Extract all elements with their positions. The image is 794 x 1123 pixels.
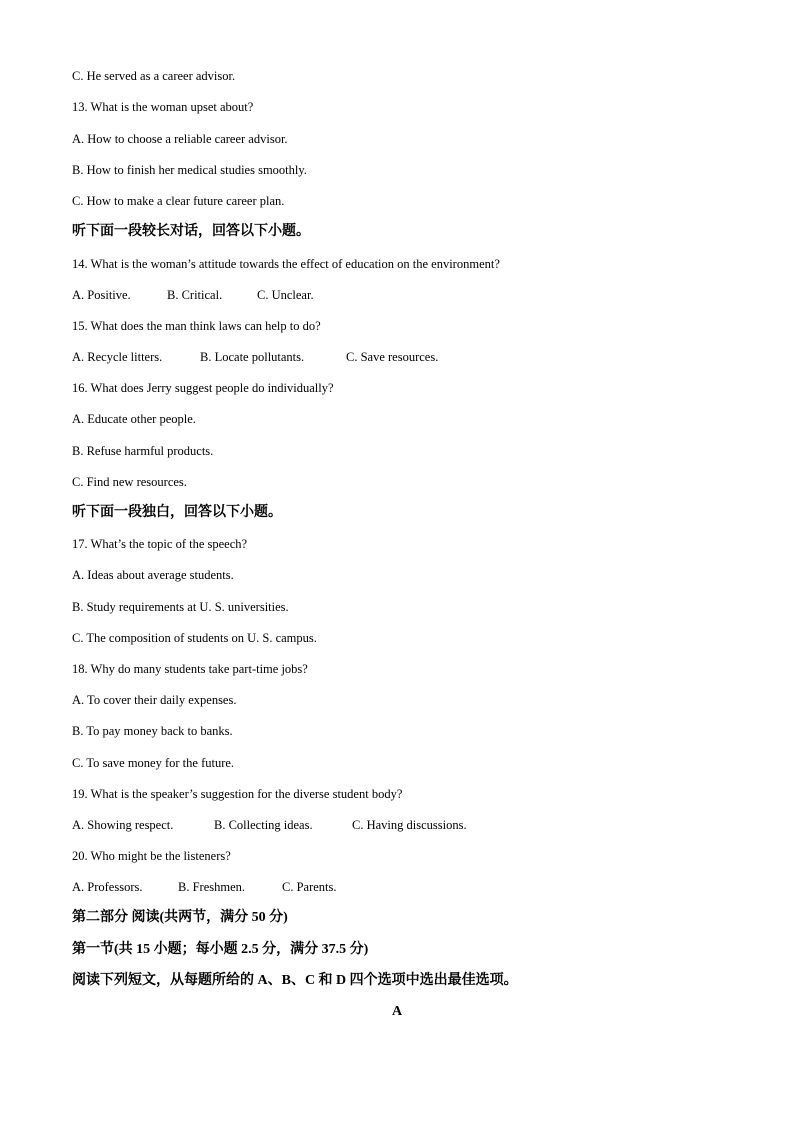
q12-option-c: C. He served as a career advisor. (72, 69, 236, 83)
dialogue-instruction: 听下面一段较长对话，回答以下小题。 (72, 224, 310, 239)
q16-option-b: B. Refuse harmful products. (72, 444, 214, 458)
q19-option-c: C. Having discussions. (352, 818, 467, 832)
q14-option-c: C. Unclear. (257, 288, 314, 302)
q17-question: 17. What’s the topic of the speech? (72, 537, 248, 551)
q13-option-c: C. How to make a clear future career plan. (72, 194, 285, 208)
q17-option-a: A. Ideas about average students. (72, 568, 234, 582)
q18-question: 18. Why do many students take part-time jobs? (72, 662, 308, 676)
q19-option-a: A. Showing respect. (72, 818, 174, 832)
reading-instruction: 阅读下列短文，从每题所给的 A、B、C 和 D 四个选项中选出最佳选项。 (72, 973, 518, 988)
q16-option-a: A. Educate other people. (72, 412, 196, 426)
q20-option-c: C. Parents. (282, 880, 337, 894)
q14-options (72, 287, 314, 303)
q19-question: 19. What is the speaker’s suggestion for the diverse student body? (72, 787, 403, 801)
q17-option-b: B. Study requirements at U. S. universities. (72, 600, 289, 614)
q16-option-c: C. Find new resources. (72, 475, 187, 489)
part-two-heading: 第二部分 阅读(共两节，满分 50 分) (72, 910, 288, 925)
q15-option-a: A. Recycle litters. (72, 350, 163, 364)
q13-option-b: B. How to finish her medical studies smoothly. (72, 163, 307, 177)
q19-option-b: B. Collecting ideas. (214, 818, 313, 832)
q18-option-a: A. To cover their daily expenses. (72, 693, 237, 707)
section-one-heading: 第一节(共 15 小题；每小题 2.5 分，满分 37.5 分) (72, 942, 369, 957)
monologue-instruction: 听下面一段独白，回答以下小题。 (72, 505, 282, 520)
q13-question: 13. What is the woman upset about? (72, 100, 254, 114)
q15-question: 15. What does the man think laws can help to do? (72, 319, 321, 333)
q17-option-c: C. The composition of students on U. S. campus. (72, 631, 317, 645)
q14-question: 14. What is the woman’s attitude towards the effect of education on the environment? (72, 257, 500, 271)
q16-question: 16. What does Jerry suggest people do individually? (72, 381, 334, 395)
q15-option-c: C. Save resources. (346, 350, 439, 364)
q20-options (72, 879, 337, 895)
q14-option-a: A. Positive. (72, 288, 131, 302)
q13-option-a: A. How to choose a reliable career advisor. (72, 132, 288, 146)
q14-option-b: B. Critical. (167, 288, 223, 302)
q18-option-b: B. To pay money back to banks. (72, 724, 233, 738)
q15-options (72, 349, 438, 365)
passage-letter: A (391, 1004, 403, 1019)
q20-option-b: B. Freshmen. (178, 880, 246, 894)
q15-option-b: B. Locate pollutants. (200, 350, 305, 364)
q19-options (72, 817, 467, 833)
q20-question: 20. Who might be the listeners? (72, 849, 231, 863)
q20-option-a: A. Professors. (72, 880, 143, 894)
q18-option-c: C. To save money for the future. (72, 756, 235, 770)
